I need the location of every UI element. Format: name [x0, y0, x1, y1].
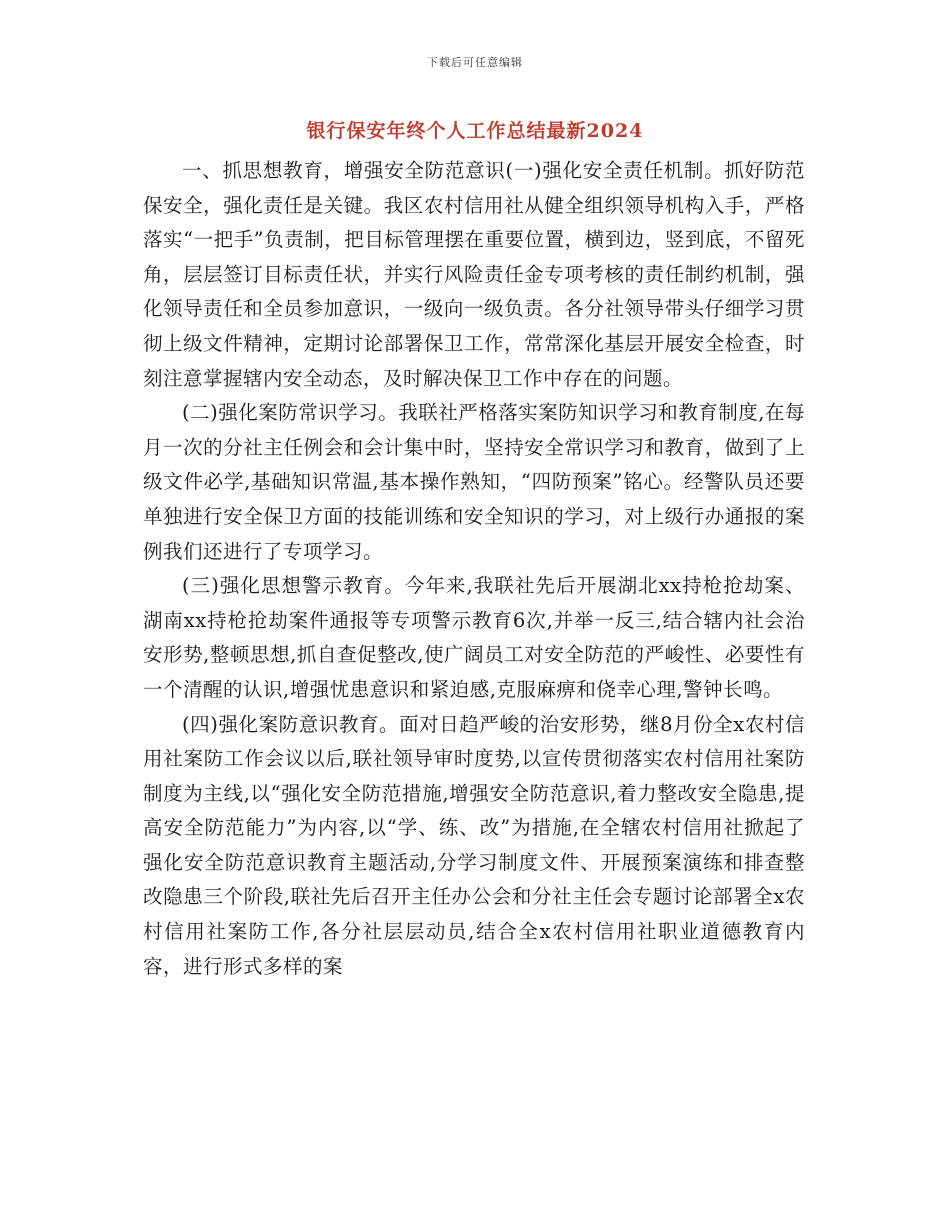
- document-body: [143, 154, 805, 984]
- paragraph-1: 一、抓思想教育，增强安全防范意识(一)强化安全责任机制。抓好防范保安全，强化责任是关键。我区农村信用社从健全组织领导机构入手，严格落实“一把手”负责制，把目标管理摆在重要位置，横到边，竖到底，不留死角，层层签订目标责任状，并实行风险责任金专项考核的责任制约机制，强化领导责任和全员参加意识，一级向一级负责。各分社领导带头仔细学习贯彻上级文件精神，定期讨论部署保卫工作，常常深化基层开展安全检查，时刻注意掌握辖内安全动态，及时解决保卫工作中存在的问题。: [143, 159, 805, 390]
- paragraph-4: (四)强化案防意识教育。面对日趋严峻的治安形势，继8月份全x农村信用社案防工作会议以后,联社领导审时度势,以宣传贯彻落实农村信用社案防制度为主线,以“强化安全防范措施,增强安全防范意识,着力整改安全隐患,提高安全防范能力”为内容,以“学、练、改”为措施,在全辖农村信用社掀起了强化安全防范意识教育主题活动,分学习制度文件、开展预案演练和排查整改隐患三个阶段,联社先后召开主任办公会和分社主任会专题讨论部署全x农村信用社案防工作,各分社层层动员,结合全x农村信用社职业道德教育内容，进行形式多样的案: [143, 712, 805, 978]
- document-title: 银行保安年终个人工作总结最新2024: [306, 120, 644, 142]
- paragraph-2: (二)强化案防常识学习。我联社严格落实案防知识学习和教育制度,在每月一次的分社主任例会和会计集中时，坚持安全常识学习和教育，做到了上级文件必学,基础知识常温,基本操作熟知，“四防预案”铭心。经警队员还要单独进行安全保卫方面的技能训练和安全知识的学习，对上级行办通报的案例我们还进行了专项学习。: [143, 401, 805, 563]
- paragraph-3: (三)强化思想警示教育。今年来,我联社先后开展湖北xx持枪抢劫案、湖南xx持枪抢劫案件通报等专项警示教育6次,并举一反三,结合辖内社会治安形势,整顿思想,抓自查促整改,使广阔员工对安全防范的严峻性、必要性有一个清醒的认识,增强忧患意识和紧迫感,克服麻痹和侥幸心理,警钟长鸣。: [143, 574, 805, 701]
- page-header-note: 下载后可任意编辑: [427, 56, 523, 69]
